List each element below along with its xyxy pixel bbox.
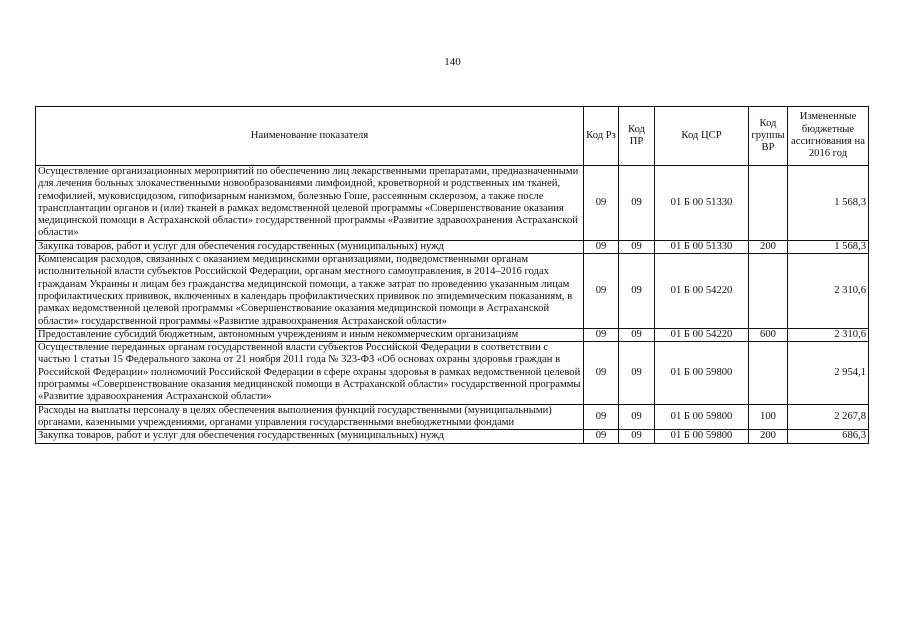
row-vr xyxy=(749,254,788,329)
table-row xyxy=(36,342,869,404)
row-name: Закупка товаров, работ и услуг для обеспечения государственных (муниципальных) нужд xyxy=(36,240,584,253)
row-pr: 09 xyxy=(619,328,655,341)
row-amount: 2 310,6 xyxy=(788,328,869,341)
row-rz: 09 xyxy=(584,430,619,443)
table-header-row xyxy=(36,107,869,166)
row-rz: 09 xyxy=(584,342,619,404)
row-csr: 01 Б 00 54220 xyxy=(655,254,749,329)
row-vr: 100 xyxy=(749,404,788,430)
row-name: Осуществление переданных органам государственной власти субъектов Российской Федерации в соответствии с частью 1 статьи 15 Федерального закона от 21 ноября 2011 года № 323-ФЗ «Об основах охраны здоровья граждан в Российской Федерации» полномочий Российской Федерации в сфере охраны здоровья в рамках ведомственной целевой программы «Совершенствование оказания медицинской помощи в Астраханской области» государственной программы «Развитие здравоохранения Астраханской области» xyxy=(36,342,584,404)
row-vr xyxy=(749,166,788,241)
row-pr: 09 xyxy=(619,240,655,253)
header-rz: Код Рз xyxy=(584,107,619,166)
table-row xyxy=(36,166,869,241)
row-csr: 01 Б 00 51330 xyxy=(655,240,749,253)
row-csr: 01 Б 00 59800 xyxy=(655,342,749,404)
table-row xyxy=(36,254,869,329)
row-amount: 2 310,6 xyxy=(788,254,869,329)
row-name: Компенсация расходов, связанных с оказанием медицинскими организациями, подведомственными органам исполнительной власти субъектов Российской Федерации, органам местного самоуправления, в 2014–2016 годах гражданам Украины и лицам без гражданства медицинской помощи, а также затрат по проведению указанным лицам профилактических прививок, включенных в календарь профилактических прививок по эпидемическим показаниям, в рамках ведомственной целевой программы «Совершенствование оказания медицинской помощи в Астраханской области» государственной программы «Развитие здравоохранения Астраханской области» xyxy=(36,254,584,329)
row-vr: 600 xyxy=(749,328,788,341)
row-vr: 200 xyxy=(749,240,788,253)
table-row xyxy=(36,404,869,430)
row-csr: 01 Б 00 54220 xyxy=(655,328,749,341)
header-vr: Код группы ВР xyxy=(749,107,788,166)
header-name: Наименование показателя xyxy=(36,107,584,166)
table-row xyxy=(36,240,869,253)
row-pr: 09 xyxy=(619,430,655,443)
row-vr xyxy=(749,342,788,404)
row-amount: 2 954,1 xyxy=(788,342,869,404)
row-amount: 1 568,3 xyxy=(788,166,869,241)
row-pr: 09 xyxy=(619,404,655,430)
row-csr: 01 Б 00 59800 xyxy=(655,404,749,430)
row-amount: 2 267,8 xyxy=(788,404,869,430)
table-row xyxy=(36,328,869,341)
row-pr: 09 xyxy=(619,254,655,329)
row-name: Осуществление организационных мероприятий по обеспечению лиц лекарственными препаратами, предназначенными для лечения больных злокачественными новообразованиями лимфоидной, кроветворной и родственных им тканей, гемофилией, муковисцидозом, гипофизарным нанизмом, болезнью Гоше, рассеянным склерозом, а также после трансплантации органов и (или) тканей в рамках ведомственной целевой программы «Совершенствование оказания медицинской помощи в Астраханской области» государственной программы «Развитие здравоохранения Астраханской области» xyxy=(36,166,584,241)
row-pr: 09 xyxy=(619,342,655,404)
row-rz: 09 xyxy=(584,166,619,241)
row-csr: 01 Б 00 59800 xyxy=(655,430,749,443)
row-amount: 1 568,3 xyxy=(788,240,869,253)
row-name: Закупка товаров, работ и услуг для обеспечения государственных (муниципальных) нужд xyxy=(36,430,584,443)
row-csr: 01 Б 00 51330 xyxy=(655,166,749,241)
row-rz: 09 xyxy=(584,328,619,341)
budget-table xyxy=(35,106,869,444)
header-amount: Измененные бюджетные ассигнования на 2016 год xyxy=(788,107,869,166)
row-rz: 09 xyxy=(584,240,619,253)
row-name: Предоставление субсидий бюджетным, автономным учреждениям и иным некоммерческим организациям xyxy=(36,328,584,341)
row-name: Расходы на выплаты персоналу в целях обеспечения выполнения функций государственными (муниципальными) органами, казенными учреждениями, органами управления государственными внебюджетными фондами xyxy=(36,404,584,430)
page-number: 140 xyxy=(444,56,461,68)
row-pr: 09 xyxy=(619,166,655,241)
header-csr: Код ЦСР xyxy=(655,107,749,166)
row-vr: 200 xyxy=(749,430,788,443)
row-rz: 09 xyxy=(584,404,619,430)
header-pr: Код ПР xyxy=(619,107,655,166)
table-row xyxy=(36,430,869,443)
row-rz: 09 xyxy=(584,254,619,329)
row-amount: 686,3 xyxy=(788,430,869,443)
